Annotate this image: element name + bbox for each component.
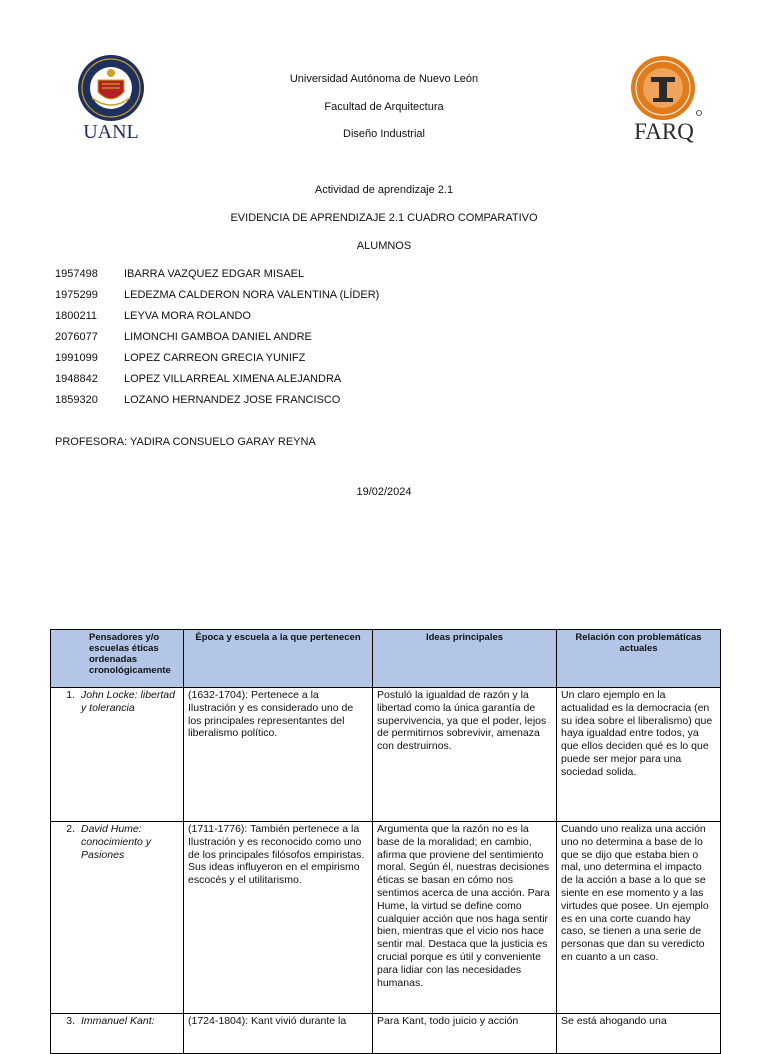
evidence-title: EVIDENCIA DE APRENDIZAJE 2.1 CUADRO COMPARATIVO <box>230 212 538 224</box>
era-cell: (1632-1704): Pertenece a la Ilustración y es considerado uno de los principales representantes del liberalismo político. <box>184 688 373 822</box>
table-header-row <box>51 630 721 688</box>
activity-title: Actividad de aprendizaje 2.1 <box>314 184 454 196</box>
era-cell: (1711-1776): También pertenece a la Ilustración y es reconocido como uno de los principales filósofos empiristas. Sus ideas influyeron en el empirismo escocés y el utilitarismo. <box>184 822 373 1014</box>
relation-cell: Cuando uno realiza una acción uno no determina a base de lo que se dijo que estaba bien o mal, uno determina el impacto de la acción a base a lo que se siente en ese momento y a las virtudes que posee. Un ejemplo es en una corte cuando hay caso, se tienen a una serie de personas que dan su veredicto en cuanto a un caso. <box>557 822 721 1014</box>
row-number: 1. <box>66 689 75 701</box>
student-row <box>55 394 340 406</box>
student-row <box>55 373 341 385</box>
table-row <box>51 1014 721 1054</box>
table-row <box>51 822 721 1014</box>
thinker-name: Immanuel Kant: <box>81 1015 155 1027</box>
students-heading: ALUMNOS <box>356 240 412 252</box>
student-name: LEDEZMA CALDERON NORA VALENTINA (LÍDER) <box>124 289 380 301</box>
student-row <box>55 310 251 322</box>
comparison-table <box>50 629 721 1054</box>
document-date: 19/02/2024 <box>356 486 412 498</box>
student-name: LEYVA MORA ROLANDO <box>124 310 251 322</box>
student-row <box>55 289 379 301</box>
column-header-thinkers: Pensadores y/o escuelas éticas ordenadas cronológicamente <box>51 630 184 688</box>
column-header-relation: Relación con problemáticas actuales <box>557 630 721 688</box>
university-name: Universidad Autónoma de Nuevo León <box>289 73 479 85</box>
student-id: 2076077 <box>55 331 98 343</box>
student-id: 1991099 <box>55 352 98 364</box>
relation-cell: Un claro ejemplo en la actualidad es la democracia (en su idea sobre el liberalismo) que haya igualdad entre todos, ya que ellos deciden qué es lo que puede ser mejor para una sociedad solida. <box>557 688 721 822</box>
student-name: IBARRA VAZQUEZ EDGAR MISAEL <box>124 268 305 280</box>
student-name: LOPEZ CARREON GRECIA YUNIFZ <box>124 352 306 364</box>
thinker-name: John Locke: libertad y tolerancia <box>81 689 175 714</box>
student-row <box>55 331 312 343</box>
student-row <box>55 352 305 364</box>
ideas-cell: Postuló la igualdad de razón y la libertad como la única garantía de supervivencia, ya que el poder, lejos de permitirnos sobrevivir, amenaza con destruirnos. <box>373 688 557 822</box>
student-name: LIMONCHI GAMBOA DANIEL ANDRE <box>124 331 312 343</box>
ideas-cell: Para Kant, todo juicio y acción <box>373 1014 557 1054</box>
row-number: 2. <box>66 823 75 835</box>
professor-line: PROFESORA: YADIRA CONSUELO GARAY REYNA <box>55 436 316 448</box>
era-cell: (1724-1804): Kant vivió durante la <box>184 1014 373 1054</box>
ideas-cell: Argumenta que la razón no es la base de la moralidad; en cambio, afirma que proviene del sentimiento moral. Según él, nuestras decisiones éticas se basan en cómo nos sentimos acerca de una acción. Para Hume, la virtud se define como cualquier acción que nos haga sentir bien, mientras que el vicio nos hace sentir mal. Destaca que la justicia es crucial porque es útil y conveniente para lidiar con las necesidades humanas. <box>373 822 557 1014</box>
thinker-cell <box>51 688 184 822</box>
column-header-ideas: Ideas principales <box>373 630 557 688</box>
student-id: 1800211 <box>55 310 98 322</box>
thinker-cell <box>51 822 184 1014</box>
student-id: 1859320 <box>55 394 98 406</box>
faculty-name: Facultad de Arquitectura <box>324 101 444 113</box>
thinker-cell <box>51 1014 184 1054</box>
program-name: Diseño Industrial <box>343 128 425 140</box>
farq-wordmark: FARQ <box>634 119 694 144</box>
student-id: 1948842 <box>55 373 98 385</box>
student-name: LOPEZ VILLARREAL XIMENA ALEJANDRA <box>124 373 342 385</box>
student-id: 1957498 <box>55 268 98 280</box>
student-name: LOZANO HERNANDEZ JOSE FRANCISCO <box>124 394 341 406</box>
table-row <box>51 688 721 822</box>
relation-cell: Se está ahogando una <box>557 1014 721 1054</box>
row-number: 3. <box>66 1015 75 1027</box>
student-row <box>55 268 304 280</box>
student-id: 1975299 <box>55 289 98 301</box>
column-header-era: Época y escuela a la que pertenecen <box>184 630 373 688</box>
thinker-name: David Hume: conocimiento y Pasiones <box>81 823 152 861</box>
uanl-wordmark: UANL <box>83 121 139 143</box>
